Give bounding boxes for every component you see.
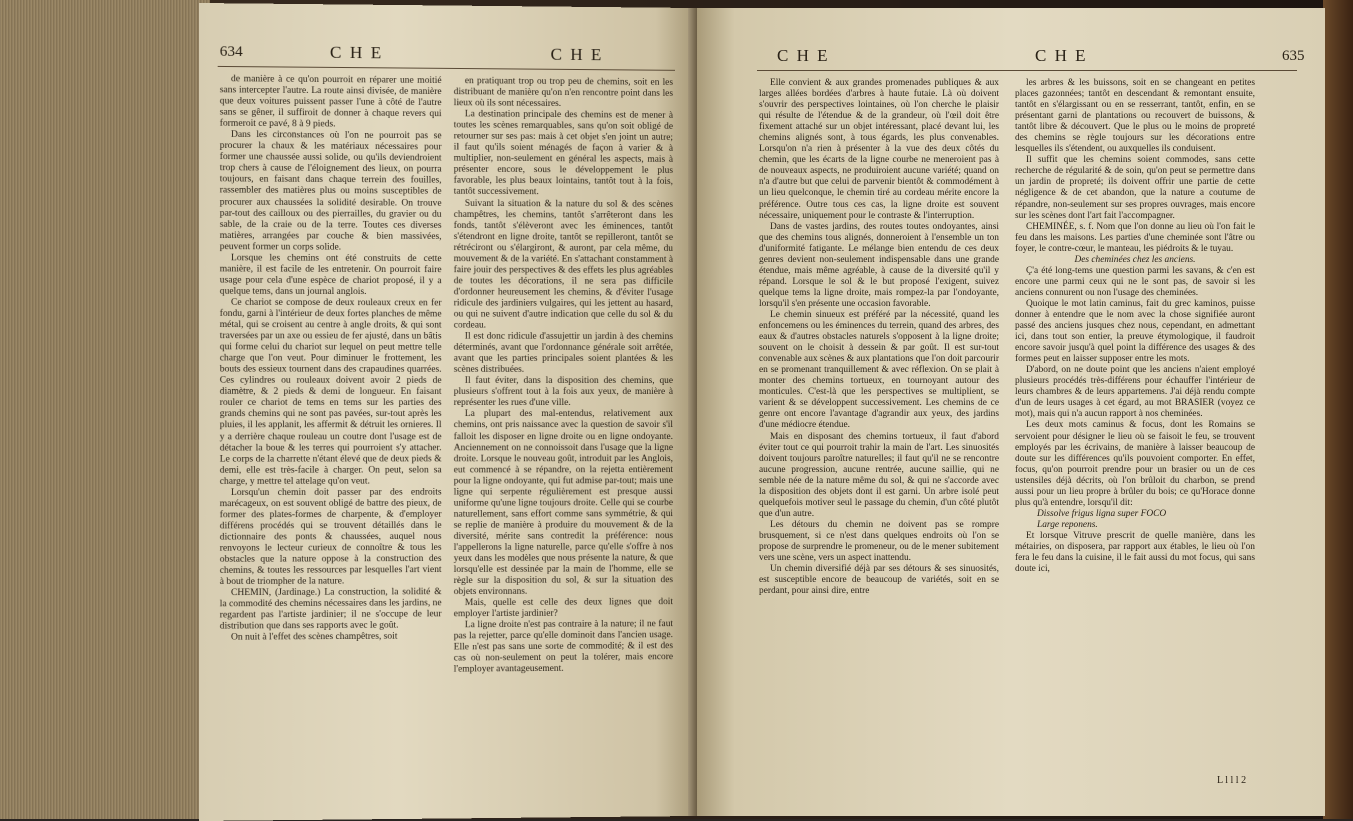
paragraph: La plupart des mal-entendus, relativement aux chemins, ont pris naissance avec la question de savoir s'il falloit les disposer en ligne droite ou en ligne ondoyante. Anciennement on ne connoissoit dans l'usage que la ligne droite. Lorsque le nouveau goût, introduit par les Anglois, eut commencé à se répandre, on la rejetta entièrement pour la ligne ondoyante, qui fut admise par-tout; mais une ligne qui serpente régulièrement est presque aussi uniforme qu'une ligne toujours droite. Celle qui se courbe naturellement, sans effort comme sans symmétrie, & qui se replie de manière à produire du mouvement & de la diversité, mérite sans contredit la préférence: nous l'appellerons la ligne naturelle, parce qu'elle s'offre à nos yeux dans les modèles que nous présente la nature, & que lorsqu'elle est dessinée par la main de l'homme, elle se règle sur la disposition du sol, & sur la situation des objets environnans. — [453, 409, 674, 598]
paragraph: Dissolve frigus ligna super FOCO — [1037, 508, 1167, 519]
right-page-column-2 — [1015, 78, 1255, 575]
paragraph: Lorsque les chemins ont été construits de cette manière, il est facile de les entretenir. On pourroit faire usage pour cela d'une espèce de chariot proposé, il y a quelque tems, dans un journal anglois. — [219, 252, 442, 297]
right-page-column-1 — [759, 78, 999, 597]
paragraph: les arbres & les buissons, soit en se changeant en petites places gazonnées; tantôt en descendant & remontant ensuite, tantôt en s'élargissant ou en se resserrant, tantôt, enfin, en se présentant garni de plantations ou recouvert de buissons, & tantôt libre & découvert. Que le plus ou le moins de propreté des chemins se règle toujours sur les décorations entre lesquelles ils s'étendent, ou auxquelles ils conduisent. — [1015, 78, 1255, 155]
paragraph: Et lorsque Vitruve prescrit de quelle manière, dans les métairies, on disposera, par rapport aux étables, le lieu où l'on fera le feu dans la cuisine, il le fait aussi du mot focus, qui sans doute ici, — [1015, 530, 1255, 575]
paragraph: Les deux mots caminus & focus, dont les Romains se servoient pour désigner le lieu où se faisoit le feu, se trouvent employés par les écrivains, de manière à laisser beaucoup de doute sur les différences qu'ils pouvoient comporter. En effet, focus, qu'on pourroit prendre pour un brasier ou un de ces ustensiles déjà décrits, où l'on brûloit du charbon, se prend aussi pour un lieu propre à brûler du bois; ce qu'Horace donne plus qu'à entendre, lorsqu'il dit: — [1015, 420, 1255, 508]
running-header-left: C H E — [777, 46, 830, 65]
header-rule — [757, 70, 1297, 71]
paragraph: Dans les circonstances où l'on ne pourroit pas se procurer la chaux & les matériaux nécessaires pour former une chaussée aussi solide, ou qu'ils deviendroient trop chers à cause de l'éloignement des lieux, on pourra toujours, en faisant dans chaque terrein des fouilles, rassembler des matières plus ou moins susceptibles de procurer aux chaussées la solidité desirable. On trouve par-tout des cailloux ou des pierrailles, du gravier ou du sable, de la craie ou de la terre. Toutes ces diverses matières, arrangées par couche & bien massivées, peuvent former un corps solide. — [219, 130, 442, 253]
paragraph: CHEMINÉE, s. f. Nom que l'on donne au lieu où l'on fait le feu dans les maisons. Les parties d'une cheminée sont l'âtre ou foyer, le contre-cœur, le manteau, les piédroits & le tuyau. — [1015, 221, 1255, 254]
left-page-column-1 — [220, 74, 442, 644]
running-header-left: C H E — [329, 42, 384, 63]
left-page — [199, 3, 695, 821]
paragraph: CHEMIN, (Jardinage.) La construction, la solidité & la commodité des chemins nécessaires dans les jardins, ne regardent pas l'artiste jardinier; il ne s'occupe de leur distribution que dans ses rapports avec le goût. — [219, 587, 442, 632]
paragraph: On nuit à l'effet des scènes champêtres, soit — [230, 631, 398, 643]
paragraph: de manière à ce qu'on pourroit en réparer une moitié sans intercepter l'autre. La route ainsi divisée, de manière que deux voitures puissent passer l'une à côté de l'autre sans se gêner, il suffiroit de donner à chaque revers qui formeroit ce pavé, 8 à 9 pieds. — [219, 74, 442, 130]
paragraph: Les détours du chemin ne doivent pas se rompre brusquement, si ce n'est dans quelques endroits où l'on se propose de surprendre le promeneur, ou de le mener subitement vers une scène, vers un aspect inattendu. — [759, 519, 999, 564]
paragraph: Il est donc ridicule d'assujettir un jardin à des chemins déterminés, avant que l'ordonnance générale soit arrêtée, avant que les parties principales soient plantées & les scènes distribuées. — [453, 331, 674, 376]
left-page-column-2 — [454, 76, 673, 676]
paragraph: Il suffit que les chemins soient commodes, sans cette recherche de régularité & de soin, qu'on peut se permettre dans un jardin de propreté; ils doivent offrir une partie de cette négligence & de cet abandon, que la nature a coutume de répandre, non-seulement sur ses propres ouvrages, mais encore sur les scènes dont l'art fait l'accompagner. — [1015, 155, 1255, 221]
running-header-right: C H E — [1035, 46, 1088, 65]
paragraph: D'abord, on ne doute point que les anciens n'aient employé plusieurs procédés très-différens pour échauffer l'intérieur de leurs chambres & de leurs appartemens. J'ai déjà rendu compte d'un de leurs usages à cet égard, au mot BRASIER (voyez ce mot), mais qui n'a aucun rapport à nos cheminées. — [1015, 365, 1255, 420]
paragraph: Ç'a été long-tems une question parmi les savans, & c'en est encore une parmi ceux qui ne le sont pas, de savoir si les anciens connurent ou non l'usage des cheminées. — [1015, 265, 1255, 298]
header-rule — [218, 66, 675, 71]
paragraph: La destination principale des chemins est de mener à toutes les scènes remarquables, sans qu'on soit obligé de retourner sur ses pas: mais à cet objet s'en joint un autre; il faut qu'ils soient ménagés de façon à varier & à multiplier, non-seulement en général les aspects, mais à présenter encore, sous le développement le plus favorable, les plus beaux lointains, tantôt tout à la fois, tantôt successivement. — [453, 109, 674, 198]
paragraph: Large reponens. — [1037, 519, 1098, 530]
paragraph: Mais, quelle est celle des deux lignes que doit employer l'artiste jardinier? — [453, 597, 674, 620]
right-page — [697, 8, 1325, 816]
paragraph: Il faut éviter, dans la disposition des chemins, que plusieurs s'offrent tout à la fois aux yeux, de manière à représenter les rues d'une ville. — [453, 376, 674, 409]
page-block-edge-left — [0, 0, 210, 819]
cover-edge-right — [1323, 0, 1353, 819]
paragraph: en pratiquant trop ou trop peu de chemins, soit en les distribuant de manière qu'on n'en rencontre point dans les lieux où ils sont nécessaires. — [453, 76, 674, 110]
paragraph: Lorsqu'un chemin doit passer par des endroits marécageux, on est souvent obligé de battre des pieux, de former des plates-formes de charpente, & d'employer différens procédés qui se trouvent détaillés dans le dictionnaire des ponts & chaussées, auquel nous renvoyons le lecteur curieux de connoître & tous les obstacles que la nature oppose à la construction des chemins, & toutes les ressources par lesquelles l'art vient à bout de triompher de la nature. — [219, 487, 442, 588]
paragraph: Elle convient & aux grandes promenades publiques & aux larges allées bordées d'arbres à haute futaie. Là où doivent s'ouvrir des perspectives lointaines, où l'on cherche le plaisir qui résulte de l'étendue & de la grandeur, où l'œil doit être fixement attaché sur un objet intéressant, placé devant lui, les chemins alignés sont, à tous égards, les plus convenables. Lorsqu'on n'a rien à présenter à la vue des deux côtés du chemin, que les écarts de la ligne courbe ne meneroient pas à de nouveaux aspects, ne produiroient aucune variété; quand on n'a d'autre but que celui de parvenir bientôt & commodément à un lieu quelconque, le chemin tiré au cordeau mérite encore la préférence. Outre tous ces cas, la ligne droite est souvent nécessaire, uniquement pour le contraste & l'interruption. — [759, 78, 999, 221]
paragraph: Des cheminées chez les anciens. — [1074, 254, 1196, 265]
paragraph: Suivant la situation & la nature du sol & des scènes champêtres, les chemins, tantôt s'arrêteront dans les fonds, tantôt s'élèveront avec les éminences, tantôt s'étendront en ligne droite, tantôt se repilleront, tantôt se rétréciront ou s'élargiront, & auront, par cela même, du mouvement & de la variété. En s'attachant constamment à faire jouir des perspectives & des effets les plus agréables de toutes les décorations, il ne sera pas difficile d'ordonner heureusement les chemins, & d'éviter l'usage ridicule des jardiniers vulgaires, qui les jettent au hasard, ou qui ne suivent d'autre indication que celle du sol & du cordeau. — [453, 198, 674, 331]
paragraph: Quoique le mot latin caminus, fait du grec kaminos, puisse donner à entendre que le nom avec la chose signifiée auront passé des anciens jusques chez nous, cependant, en admettant ici, dans tout son entier, la preuve étymologique, il faudroit encore savoir jusqu'à quel point la différence des usages & des formes peut en laisser supposer entre les mots. — [1015, 298, 1255, 365]
page-number: 635 — [1282, 48, 1305, 64]
paragraph: Le chemin sinueux est préféré par la nécessité, quand les enfoncemens ou les éminences du terrein, quand des arbres, des eaux & d'autres obstacles naturels s'opposent à la ligne droite; souvent on le choisit à dessein & par goût. Il est sur-tout convenable aux scènes & aux plantations que l'on doit parcourir en se promenant tranquillement & avec réflexion. On se plait à monter des chemins tortueux, en tournoyant autour des monticules. C'est-là que les perspectives se multiplient, se varient & se développent successivement. Les chemins de ce genre ont encore l'avantage d'agrandir aux yeux, des jardins d'une médiocre étendue. — [759, 309, 999, 431]
paragraph: Un chemin diversifié déjà par ses détours & ses sinuosités, est susceptible encore de beaucoup de variétés, soit en se perdant, pour ainsi dire, entre — [759, 564, 999, 597]
paragraph: La ligne droite n'est pas contraire à la nature; il ne faut pas la rejetter, parce qu'elle dominoit dans l'ancien usage. Elle n'est pas sans une sorte de commodité; & il est des cas où non-seulement on peut la tolérer, mais encore l'employer avantageusement. — [453, 619, 674, 676]
running-header-right: C H E — [550, 44, 604, 65]
signature-mark: L l l l 2 — [1217, 775, 1247, 786]
page-number: 634 — [219, 43, 243, 61]
paragraph: Mais en disposant des chemins tortueux, il faut d'abord éviter tout ce qui pourroit trahir la main de l'art. Les sinuosités doivent toujours paroître naturelles; il faut qu'il ne se rencontre aucune progression, aucune rentrée, aucune saillie, qui ne semble née de la nature même du sol, & qui ne s'accorde avec la disposition des objets dont il est garni. Un arbre isolé peut quelquefois motiver seul le passage du chemin, d'un côté plutôt que d'un autre. — [759, 431, 999, 519]
paragraph: Dans de vastes jardins, des routes toutes ondoyantes, ainsi que des chemins tous alignés, donneroient à l'ensemble un ton d'uniformité fatigante. Le mélange bien entendu de ces deux genres devient non-seulement indispensable dans une grande étendue, mais même agréable, à cause de la diversité qu'il y répand. Lorsque le sol & le but proposé l'exigent, suivez quelque tems la ligne droite, mais rompez-la par l'ondoyante, lorsqu'il s'en présente une occasion favorable. — [759, 221, 999, 309]
paragraph: Ce chariot se compose de deux rouleaux creux en fer fondu, garni à l'intérieur de deux fortes planches de même métal, qui se croisent au centre à angle droits, & qui sont traversées par un axe ou essieu de fer ajusté, dans un bâtis qui forme celui du chariot sur lequel on peut mettre telle charge que l'on veut. Pour diminuer le frottement, les bouts des essieux tournent dans des crapaudines quarrées. Ces cylindres ou rouleaux doivent avoir 2 pieds de diamètre, & 2 pieds & demi de longueur. En faisant rouler ce chariot de tems en tems sur les parties des grands chemins qui ne sont pas pavées, sur-tout après les pluies, il les applanit, les affermit & détruit les ornieres. Il y a derrière chaque rouleau un coutre dont l'usage est de détacher la boue & les terres qui pourroient s'y attacher. Le corps de la charrette n'étant élevé que de deux pieds & demi, elle est très-facile à charger. On peut, selon sa charge, y mettre tel attelage qu'on veut. — [219, 297, 442, 487]
